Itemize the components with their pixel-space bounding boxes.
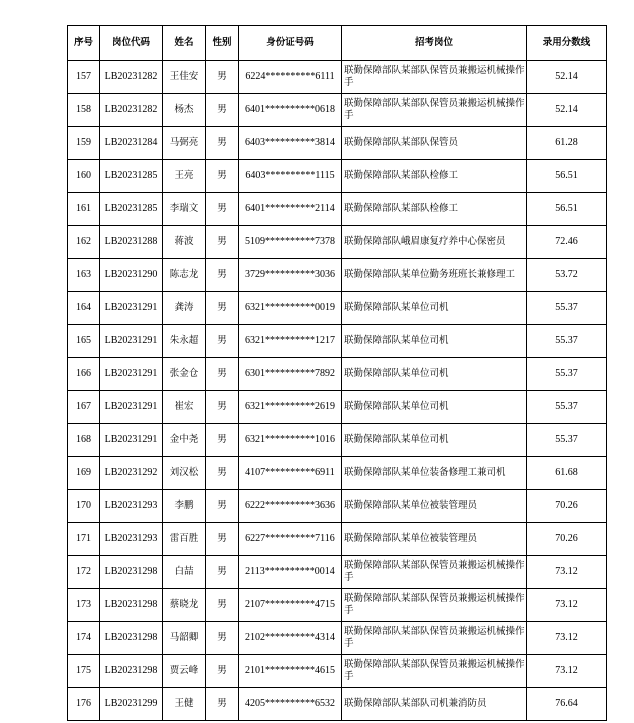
cell-post-code: LB20231293 bbox=[100, 523, 163, 556]
cell-position: 联勤保障部队某部队检修工 bbox=[342, 160, 527, 193]
table-row bbox=[68, 391, 607, 424]
cell-post-code: LB20231291 bbox=[100, 325, 163, 358]
cell-seq: 174 bbox=[68, 622, 100, 655]
cell-seq: 173 bbox=[68, 589, 100, 622]
cell-seq: 164 bbox=[68, 292, 100, 325]
cell-score-line: 55.37 bbox=[527, 424, 607, 457]
cell-score-line: 55.37 bbox=[527, 325, 607, 358]
cell-id-number: 4107**********6911 bbox=[239, 457, 342, 490]
table-row bbox=[68, 655, 607, 688]
cell-score-line: 56.51 bbox=[527, 160, 607, 193]
cell-gender: 男 bbox=[206, 127, 239, 160]
cell-post-code: LB20231285 bbox=[100, 193, 163, 226]
cell-post-code: LB20231298 bbox=[100, 655, 163, 688]
cell-id-number: 6401**********2114 bbox=[239, 193, 342, 226]
cell-id-number: 6321**********2619 bbox=[239, 391, 342, 424]
cell-score-line: 70.26 bbox=[527, 523, 607, 556]
cell-id-number: 6224**********6111 bbox=[239, 61, 342, 94]
cell-score-line: 52.14 bbox=[527, 94, 607, 127]
cell-position: 联勤保障部队某部队司机兼消防员 bbox=[342, 688, 527, 721]
table-body bbox=[68, 61, 607, 721]
cell-position: 联勤保障部队某单位司机 bbox=[342, 325, 527, 358]
cell-name: 陈志龙 bbox=[163, 259, 206, 292]
cell-gender: 男 bbox=[206, 259, 239, 292]
table-row bbox=[68, 556, 607, 589]
cell-id-number: 6321**********0019 bbox=[239, 292, 342, 325]
cell-score-line: 76.64 bbox=[527, 688, 607, 721]
cell-post-code: LB20231282 bbox=[100, 61, 163, 94]
cell-post-code: LB20231291 bbox=[100, 292, 163, 325]
cell-id-number: 3729**********3036 bbox=[239, 259, 342, 292]
table-header-row bbox=[68, 26, 607, 61]
cell-post-code: LB20231282 bbox=[100, 94, 163, 127]
cell-score-line: 70.26 bbox=[527, 490, 607, 523]
cell-name: 蒋波 bbox=[163, 226, 206, 259]
cell-id-number: 6227**********7116 bbox=[239, 523, 342, 556]
cell-seq: 170 bbox=[68, 490, 100, 523]
cell-seq: 159 bbox=[68, 127, 100, 160]
header-position: 招考岗位 bbox=[342, 26, 527, 61]
cell-id-number: 6222**********3636 bbox=[239, 490, 342, 523]
cell-position: 联勤保障部队某部队保管员兼搬运机械操作手 bbox=[342, 94, 527, 127]
cell-position: 联勤保障部队某部队保管员 bbox=[342, 127, 527, 160]
cell-name: 白喆 bbox=[163, 556, 206, 589]
table-row bbox=[68, 127, 607, 160]
cell-id-number: 6321**********1016 bbox=[239, 424, 342, 457]
cell-post-code: LB20231291 bbox=[100, 424, 163, 457]
cell-name: 贾云峰 bbox=[163, 655, 206, 688]
header-post-code: 岗位代码 bbox=[100, 26, 163, 61]
cell-post-code: LB20231298 bbox=[100, 622, 163, 655]
cell-position: 联勤保障部队某单位勤务班班长兼修理工 bbox=[342, 259, 527, 292]
cell-name: 杨杰 bbox=[163, 94, 206, 127]
cell-gender: 男 bbox=[206, 61, 239, 94]
cell-position: 联勤保障部队某部队保管员兼搬运机械操作手 bbox=[342, 589, 527, 622]
cell-gender: 男 bbox=[206, 556, 239, 589]
cell-id-number: 2102**********4314 bbox=[239, 622, 342, 655]
cell-gender: 男 bbox=[206, 688, 239, 721]
cell-gender: 男 bbox=[206, 523, 239, 556]
cell-name: 龚涛 bbox=[163, 292, 206, 325]
cell-seq: 172 bbox=[68, 556, 100, 589]
cell-name: 张金仓 bbox=[163, 358, 206, 391]
cell-score-line: 61.68 bbox=[527, 457, 607, 490]
cell-name: 雷百胜 bbox=[163, 523, 206, 556]
cell-post-code: LB20231291 bbox=[100, 391, 163, 424]
cell-post-code: LB20231288 bbox=[100, 226, 163, 259]
cell-score-line: 56.51 bbox=[527, 193, 607, 226]
cell-seq: 157 bbox=[68, 61, 100, 94]
cell-name: 马韶卿 bbox=[163, 622, 206, 655]
cell-seq: 165 bbox=[68, 325, 100, 358]
cell-post-code: LB20231290 bbox=[100, 259, 163, 292]
table-row bbox=[68, 259, 607, 292]
cell-seq: 160 bbox=[68, 160, 100, 193]
header-gender: 性别 bbox=[206, 26, 239, 61]
cell-position: 联勤保障部队某部队保管员兼搬运机械操作手 bbox=[342, 61, 527, 94]
cell-gender: 男 bbox=[206, 94, 239, 127]
cell-gender: 男 bbox=[206, 226, 239, 259]
table-row bbox=[68, 358, 607, 391]
cell-score-line: 55.37 bbox=[527, 292, 607, 325]
cell-gender: 男 bbox=[206, 358, 239, 391]
cell-gender: 男 bbox=[206, 292, 239, 325]
header-name: 姓名 bbox=[163, 26, 206, 61]
cell-score-line: 55.37 bbox=[527, 391, 607, 424]
cell-score-line: 73.12 bbox=[527, 556, 607, 589]
table-row bbox=[68, 292, 607, 325]
cell-position: 联勤保障部队某部队保管员兼搬运机械操作手 bbox=[342, 655, 527, 688]
cell-gender: 男 bbox=[206, 424, 239, 457]
cell-seq: 161 bbox=[68, 193, 100, 226]
cell-score-line: 53.72 bbox=[527, 259, 607, 292]
cell-gender: 男 bbox=[206, 490, 239, 523]
cell-seq: 167 bbox=[68, 391, 100, 424]
cell-name: 王佳安 bbox=[163, 61, 206, 94]
cell-name: 王亮 bbox=[163, 160, 206, 193]
cell-seq: 176 bbox=[68, 688, 100, 721]
cell-position: 联勤保障部队某部队保管员兼搬运机械操作手 bbox=[342, 622, 527, 655]
cell-name: 朱永超 bbox=[163, 325, 206, 358]
cell-name: 金中尧 bbox=[163, 424, 206, 457]
cell-position: 联勤保障部队峨眉康复疗养中心保密员 bbox=[342, 226, 527, 259]
table-row bbox=[68, 94, 607, 127]
cell-position: 联勤保障部队某单位司机 bbox=[342, 391, 527, 424]
cell-id-number: 6403**********1115 bbox=[239, 160, 342, 193]
cell-post-code: LB20231299 bbox=[100, 688, 163, 721]
cell-score-line: 61.28 bbox=[527, 127, 607, 160]
cell-seq: 169 bbox=[68, 457, 100, 490]
cell-name: 李鹏 bbox=[163, 490, 206, 523]
table-row bbox=[68, 622, 607, 655]
cell-score-line: 73.12 bbox=[527, 622, 607, 655]
cell-score-line: 55.37 bbox=[527, 358, 607, 391]
cell-id-number: 2113**********0014 bbox=[239, 556, 342, 589]
cell-id-number: 2101**********4615 bbox=[239, 655, 342, 688]
cell-gender: 男 bbox=[206, 589, 239, 622]
table-row bbox=[68, 424, 607, 457]
cell-post-code: LB20231284 bbox=[100, 127, 163, 160]
cell-name: 刘汉松 bbox=[163, 457, 206, 490]
table-row bbox=[68, 61, 607, 94]
cell-id-number: 6321**********1217 bbox=[239, 325, 342, 358]
table-row bbox=[68, 523, 607, 556]
cell-post-code: LB20231298 bbox=[100, 589, 163, 622]
cell-seq: 163 bbox=[68, 259, 100, 292]
table-row bbox=[68, 589, 607, 622]
cell-id-number: 6301**********7892 bbox=[239, 358, 342, 391]
cell-gender: 男 bbox=[206, 457, 239, 490]
cell-id-number: 4205**********6532 bbox=[239, 688, 342, 721]
cell-seq: 166 bbox=[68, 358, 100, 391]
table-row bbox=[68, 193, 607, 226]
cell-position: 联勤保障部队某单位被装管理员 bbox=[342, 490, 527, 523]
cell-name: 崔宏 bbox=[163, 391, 206, 424]
cell-score-line: 52.14 bbox=[527, 61, 607, 94]
cell-position: 联勤保障部队某单位司机 bbox=[342, 358, 527, 391]
cell-post-code: LB20231293 bbox=[100, 490, 163, 523]
cell-gender: 男 bbox=[206, 655, 239, 688]
cell-name: 马弼亮 bbox=[163, 127, 206, 160]
cell-score-line: 73.12 bbox=[527, 655, 607, 688]
table-row bbox=[68, 160, 607, 193]
cell-gender: 男 bbox=[206, 193, 239, 226]
admission-score-table bbox=[67, 25, 607, 721]
cell-seq: 171 bbox=[68, 523, 100, 556]
cell-id-number: 2107**********4715 bbox=[239, 589, 342, 622]
cell-position: 联勤保障部队某部队保管员兼搬运机械操作手 bbox=[342, 556, 527, 589]
cell-name: 蔡晓龙 bbox=[163, 589, 206, 622]
cell-id-number: 5109**********7378 bbox=[239, 226, 342, 259]
table-row bbox=[68, 688, 607, 721]
cell-post-code: LB20231291 bbox=[100, 358, 163, 391]
cell-gender: 男 bbox=[206, 160, 239, 193]
cell-gender: 男 bbox=[206, 325, 239, 358]
cell-post-code: LB20231285 bbox=[100, 160, 163, 193]
cell-seq: 175 bbox=[68, 655, 100, 688]
cell-seq: 162 bbox=[68, 226, 100, 259]
cell-score-line: 72.46 bbox=[527, 226, 607, 259]
table-row bbox=[68, 226, 607, 259]
cell-seq: 158 bbox=[68, 94, 100, 127]
header-id-number: 身份证号码 bbox=[239, 26, 342, 61]
cell-position: 联勤保障部队某部队检修工 bbox=[342, 193, 527, 226]
cell-id-number: 6403**********3814 bbox=[239, 127, 342, 160]
cell-name: 李瑞文 bbox=[163, 193, 206, 226]
header-score-line: 录用分数线 bbox=[527, 26, 607, 61]
cell-position: 联勤保障部队某单位司机 bbox=[342, 292, 527, 325]
cell-gender: 男 bbox=[206, 391, 239, 424]
table-row bbox=[68, 490, 607, 523]
cell-gender: 男 bbox=[206, 622, 239, 655]
cell-post-code: LB20231292 bbox=[100, 457, 163, 490]
table-row bbox=[68, 457, 607, 490]
cell-score-line: 73.12 bbox=[527, 589, 607, 622]
cell-seq: 168 bbox=[68, 424, 100, 457]
cell-position: 联勤保障部队某单位司机 bbox=[342, 424, 527, 457]
cell-post-code: LB20231298 bbox=[100, 556, 163, 589]
cell-position: 联勤保障部队某单位被装管理员 bbox=[342, 523, 527, 556]
cell-id-number: 6401**********0618 bbox=[239, 94, 342, 127]
cell-name: 王健 bbox=[163, 688, 206, 721]
header-seq: 序号 bbox=[68, 26, 100, 61]
table-row bbox=[68, 325, 607, 358]
cell-position: 联勤保障部队某单位装备修理工兼司机 bbox=[342, 457, 527, 490]
